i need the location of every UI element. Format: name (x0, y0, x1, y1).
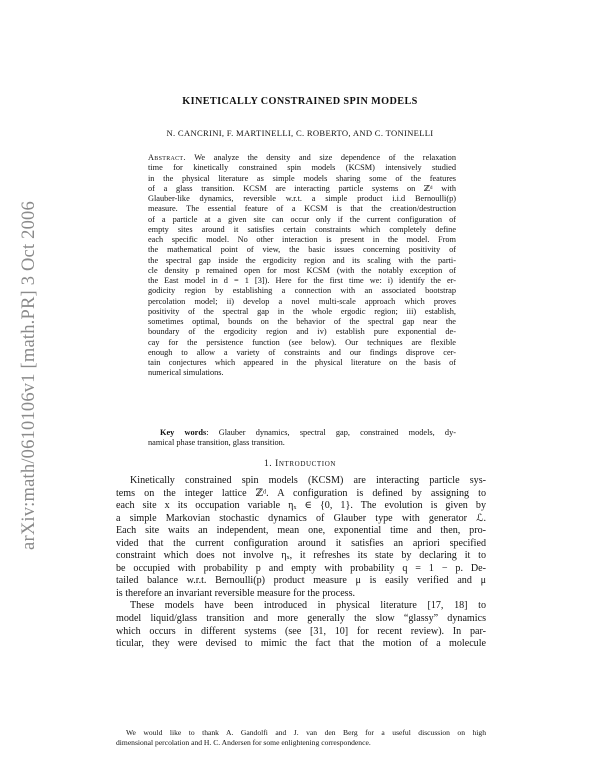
body-line: constraint which does not involve ηₓ, it refreshes its state by declaring it to (116, 550, 486, 562)
body-line: a simple Markovian stochastic dynamics of Glauber type with generator ℒ. (116, 512, 486, 524)
abstract-lead: Abstract. (148, 153, 186, 162)
body-line: be occupied with probability p and empty with probability q = 1 − p. De- (116, 562, 486, 574)
abstract-line: time for kinetically constrained spin models (KCSM) intensively studied (148, 163, 456, 173)
abstract-line: godicity region by establishing a connection with an associated bootstrap (148, 286, 456, 296)
abstract (148, 153, 456, 379)
abstract-line: Glauber-like dynamics, reversible w.r.t. a simple product i.i.d Bernoulli(p) (148, 194, 456, 203)
arxiv-sidebar-identifier (14, 170, 44, 580)
abstract-line: the East model in d = 1 [3]). Here for the first time we: i) identify the er- (148, 276, 456, 285)
abstract-line: enough to allow a variety of constraints and our findings disprove cer- (148, 347, 456, 357)
abstract-line: percolation model; ii) develop a novel multi-scale approach which proves (148, 296, 456, 306)
abstract-line: the mathematical point of view, the basic issues concerning positivity of (148, 245, 456, 255)
section-title: Introduction (275, 459, 337, 469)
abstract-line: the spectral gap inside the ergodicity region and its scaling with the parti- (148, 255, 456, 265)
abstract-line: in the physical literature as simple models sharing some of the features (148, 173, 456, 183)
abstract-line: of a glass transition. KCSM are interacting particle systems on ℤᵈ with (148, 183, 456, 193)
abstract-line: boundary of the ergodicity region and iv) establish pure exponential de- (148, 327, 456, 337)
abstract-line: positivity of the spectral gap in the whole ergodic region; iii) establish, (148, 306, 456, 316)
abstract-line: numerical simulations. (148, 368, 224, 378)
body-line: Kinetically constrained spin models (KCSM) are interacting particle sys- (130, 475, 486, 486)
body-line: ticular, they were devised to mimic the fact that the motion of a molecule (116, 638, 486, 650)
abstract-line (148, 153, 456, 163)
abstract-line-text: We analyze the density and size dependence of the relaxation (194, 153, 456, 162)
body-line: model liquid/glass transition and more generally the slow “glassy” dynamics (116, 613, 486, 625)
body-line: tems on the integer lattice ℤᵈ. A configuration is defined by assigning to (116, 487, 486, 499)
body-line: is therefore an invariant reversible measure for the process. (116, 587, 356, 599)
abstract-line: empty sites around it satisfies certain constraints which completely define (148, 224, 456, 234)
abstract-line: tain conjectures which appeared in the physical literature on the basis of (148, 358, 456, 367)
abstract-line: measure. The essential feature of a KCSM is that the creation/destruction (148, 204, 456, 214)
section-number: 1. (263, 459, 273, 469)
paper-authors: N. CANCRINI, F. MARTINELLI, C. ROBERTO, AND C. TONINELLI (166, 128, 434, 138)
arxiv-id-text: arXiv:math/0610106v1 [math.PR] 3 Oct 2006 (18, 200, 39, 550)
keywords-line (148, 428, 456, 438)
footnote (116, 728, 486, 748)
keywords-line: namical phase transition, glass transition. (148, 438, 285, 448)
body-line: which occurs in different systems (see [31, 10] for recent review). In par- (116, 625, 486, 637)
abstract-line: cle density p remained open for most KCSM (with the notably exception of (148, 265, 456, 275)
introduction-body (116, 475, 486, 651)
abstract-line: cay for the persistence function (see below). Our techniques are flexible (148, 337, 456, 347)
keywords-text: : Glauber dynamics, spectral gap, constrained models, dy- (206, 428, 456, 437)
section-heading-introduction (0, 459, 600, 469)
paper-title: KINETICALLY CONSTRAINED SPIN MODELS (182, 96, 418, 107)
abstract-line: of a particle at a given site can occur only if the current configuration of (148, 214, 456, 224)
abstract-line: each specific model. No other interaction is present in the model. From (148, 235, 456, 244)
keywords-label: Key words (160, 428, 207, 437)
footnote-line: dimensional percolation and H. C. Andersen for some enlightening correspondence. (116, 738, 371, 748)
keywords (148, 428, 456, 449)
body-line: These models have been introduced in physical literature [17, 18] to (130, 600, 486, 612)
body-line: each site x its occupation variable ηₓ ∈ {0, 1}. The evolution is given by (116, 500, 486, 512)
body-line: vided that the current configuration around it satisfies an apriori specified (116, 537, 486, 549)
footnote-line: We would like to thank A. Gandolfi and J. van den Berg for a useful discussion on high (126, 728, 486, 737)
abstract-line: sometimes optimal, bounds on the behavior of the spectral gap near the (148, 317, 456, 326)
body-line: tailed balance w.r.t. Bernoulli(p) product measure μ is easily verified and μ (116, 575, 486, 587)
body-line: Each site waits an independent, mean one, exponential time and then, pro- (116, 525, 486, 537)
